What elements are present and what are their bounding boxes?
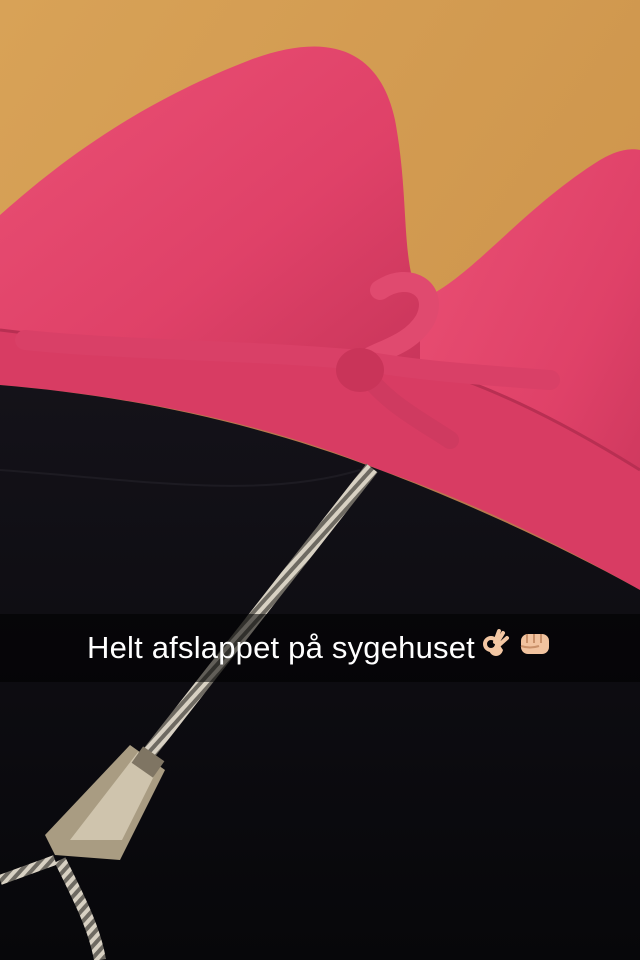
fist-bump-icon [517, 628, 553, 668]
ok-hand-icon [481, 628, 511, 668]
caption-bar[interactable] [0, 614, 640, 682]
caption-text [87, 628, 553, 668]
caption-label: Helt afslappet på sygehuset [87, 630, 475, 665]
